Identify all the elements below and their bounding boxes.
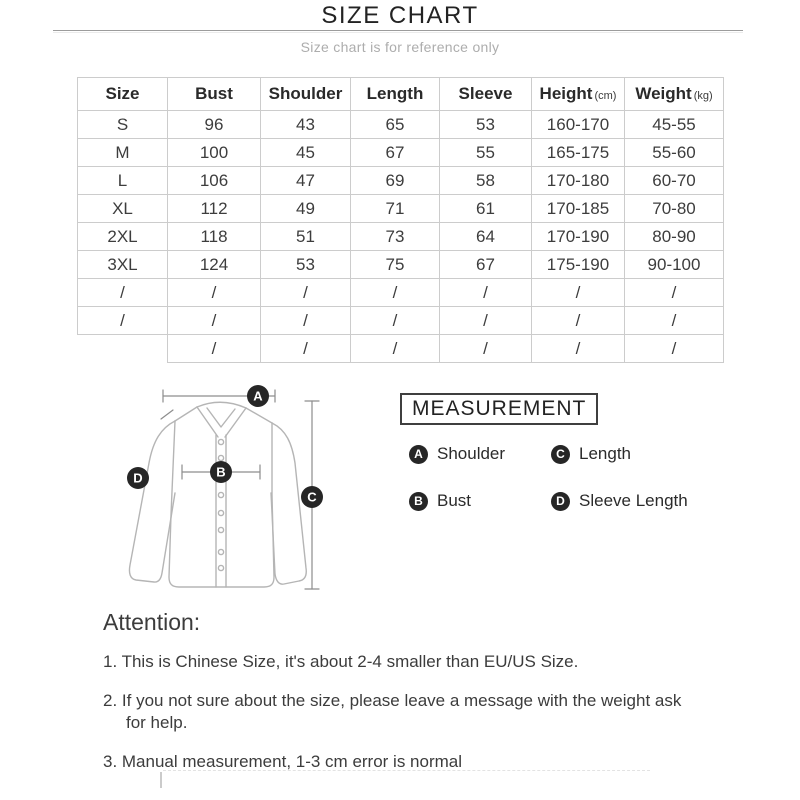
value-cell: 43	[261, 111, 351, 139]
marker-badge: A	[409, 445, 428, 464]
value-cell: 71	[351, 195, 440, 223]
page-subtitle: Size chart is for reference only	[300, 39, 500, 55]
attention-heading: Attention:	[103, 609, 201, 635]
table-row	[78, 195, 724, 223]
attention-note: 1. This is Chinese Size, it's about 2-4 smaller than EU/US Size.	[103, 652, 579, 671]
column-header-sleeve	[440, 78, 532, 111]
value-cell: 45	[261, 139, 351, 167]
value-cell: 53	[261, 251, 351, 279]
value-cell: 55-60	[625, 139, 724, 167]
title-divider	[53, 30, 743, 31]
table-row	[78, 307, 724, 335]
legend-label: Shoulder	[437, 444, 506, 463]
value-cell: 49	[261, 195, 351, 223]
attention-note: 3. Manual measurement, 1-3 cm error is normal	[103, 752, 463, 772]
value-cell: /	[261, 279, 351, 307]
legend-label: Sleeve Length	[579, 491, 688, 510]
marker-a-badge	[247, 385, 269, 407]
column-unit: (cm)	[594, 90, 617, 102]
legend-item-bust	[409, 491, 551, 511]
page-title: SIZE CHART	[321, 2, 479, 29]
value-cell: 45-55	[625, 111, 724, 139]
svg-text:B: B	[216, 464, 226, 480]
column-header-length	[351, 78, 440, 111]
legend-label: Bust	[437, 491, 472, 510]
value-cell: 106	[168, 167, 261, 195]
size-cell: S	[78, 111, 168, 139]
size-cell: XL	[78, 195, 168, 223]
measurement-box	[400, 393, 598, 425]
table-row	[78, 251, 724, 279]
bottom-divider	[163, 770, 650, 771]
value-cell: 51	[261, 223, 351, 251]
measurement-legend	[409, 444, 688, 511]
value-cell: /	[625, 335, 724, 363]
column-header-bust	[168, 78, 261, 111]
value-cell: 58	[440, 167, 532, 195]
value-cell: /	[532, 307, 625, 335]
size-cell: M	[78, 139, 168, 167]
value-cell: 47	[261, 167, 351, 195]
value-cell: 60-70	[625, 167, 724, 195]
value-cell: 96	[168, 111, 261, 139]
legend-item-length	[551, 444, 688, 464]
size-cell: /	[78, 307, 168, 335]
svg-text:A: A	[253, 388, 263, 404]
value-cell: /	[351, 335, 440, 363]
value-cell: 90-100	[625, 251, 724, 279]
column-header-height	[532, 78, 625, 111]
table-row	[78, 279, 724, 307]
value-cell: /	[625, 307, 724, 335]
value-cell: 73	[351, 223, 440, 251]
value-cell: 64	[440, 223, 532, 251]
value-cell: 124	[168, 251, 261, 279]
marker-badge: C	[551, 445, 570, 464]
size-cell: 2XL	[78, 223, 168, 251]
table-row	[78, 335, 724, 363]
value-cell: 118	[168, 223, 261, 251]
column-label: Shoulder	[268, 84, 343, 103]
measurement-box-title: MEASUREMENT	[412, 397, 587, 420]
value-cell: /	[440, 279, 532, 307]
size-cell: /	[78, 279, 168, 307]
value-cell: 100	[168, 139, 261, 167]
value-cell: 75	[351, 251, 440, 279]
table-row	[78, 223, 724, 251]
value-cell: 80-90	[625, 223, 724, 251]
value-cell: 67	[351, 139, 440, 167]
value-cell: 170-180	[532, 167, 625, 195]
value-cell: /	[261, 307, 351, 335]
column-header-weight	[625, 78, 724, 111]
column-unit: (kg)	[693, 90, 713, 102]
marker-d-badge	[127, 467, 149, 489]
value-cell: /	[532, 279, 625, 307]
shirt-measurement-diagram	[85, 375, 405, 635]
table-row	[78, 139, 724, 167]
column-label: Weight	[635, 84, 692, 103]
column-header-shoulder	[261, 78, 351, 111]
value-cell: /	[440, 335, 532, 363]
value-cell: /	[261, 335, 351, 363]
marker-badge: D	[551, 492, 570, 511]
svg-text:C: C	[307, 489, 317, 505]
value-cell: /	[351, 307, 440, 335]
marker-badge: B	[409, 492, 428, 511]
column-label: Height	[539, 84, 593, 103]
legend-item-shoulder	[409, 444, 551, 464]
value-cell: 170-185	[532, 195, 625, 223]
value-cell: 55	[440, 139, 532, 167]
marker-b-badge	[210, 461, 232, 483]
marker-c-badge	[301, 486, 323, 508]
legend-item-sleeve-length	[551, 491, 688, 511]
size-cell: 3XL	[78, 251, 168, 279]
size-cell: L	[78, 167, 168, 195]
value-cell: 175-190	[532, 251, 625, 279]
value-cell: /	[168, 335, 261, 363]
value-cell: /	[625, 279, 724, 307]
table-header-row	[78, 78, 724, 111]
shirt-outline	[129, 402, 306, 587]
value-cell: 53	[440, 111, 532, 139]
value-cell: 69	[351, 167, 440, 195]
table-row	[78, 167, 724, 195]
value-cell: 70-80	[625, 195, 724, 223]
measurement-lines	[161, 390, 319, 589]
value-cell: 65	[351, 111, 440, 139]
value-cell: 170-190	[532, 223, 625, 251]
size-table	[77, 77, 724, 363]
value-cell: /	[168, 279, 261, 307]
attention-notes	[103, 651, 705, 773]
value-cell: /	[168, 307, 261, 335]
value-cell: 112	[168, 195, 261, 223]
column-label: Size	[105, 84, 140, 103]
column-label: Bust	[195, 84, 233, 103]
column-label: Length	[366, 84, 424, 103]
attention-section	[103, 609, 705, 790]
svg-text:D: D	[133, 470, 143, 486]
column-label: Sleeve	[458, 84, 513, 103]
value-cell: 67	[440, 251, 532, 279]
table-row	[78, 111, 724, 139]
attention-note: 2. If you not sure about the size, please leave a message with the weight ask for help.	[103, 691, 682, 733]
value-cell: 165-175	[532, 139, 625, 167]
size-cell	[78, 335, 168, 363]
value-cell: 61	[440, 195, 532, 223]
value-cell: /	[351, 279, 440, 307]
value-cell: 160-170	[532, 111, 625, 139]
bottom-tick-artifact	[160, 772, 162, 788]
column-header-size	[78, 78, 168, 111]
legend-label: Length	[579, 444, 631, 463]
value-cell: /	[440, 307, 532, 335]
value-cell: /	[532, 335, 625, 363]
